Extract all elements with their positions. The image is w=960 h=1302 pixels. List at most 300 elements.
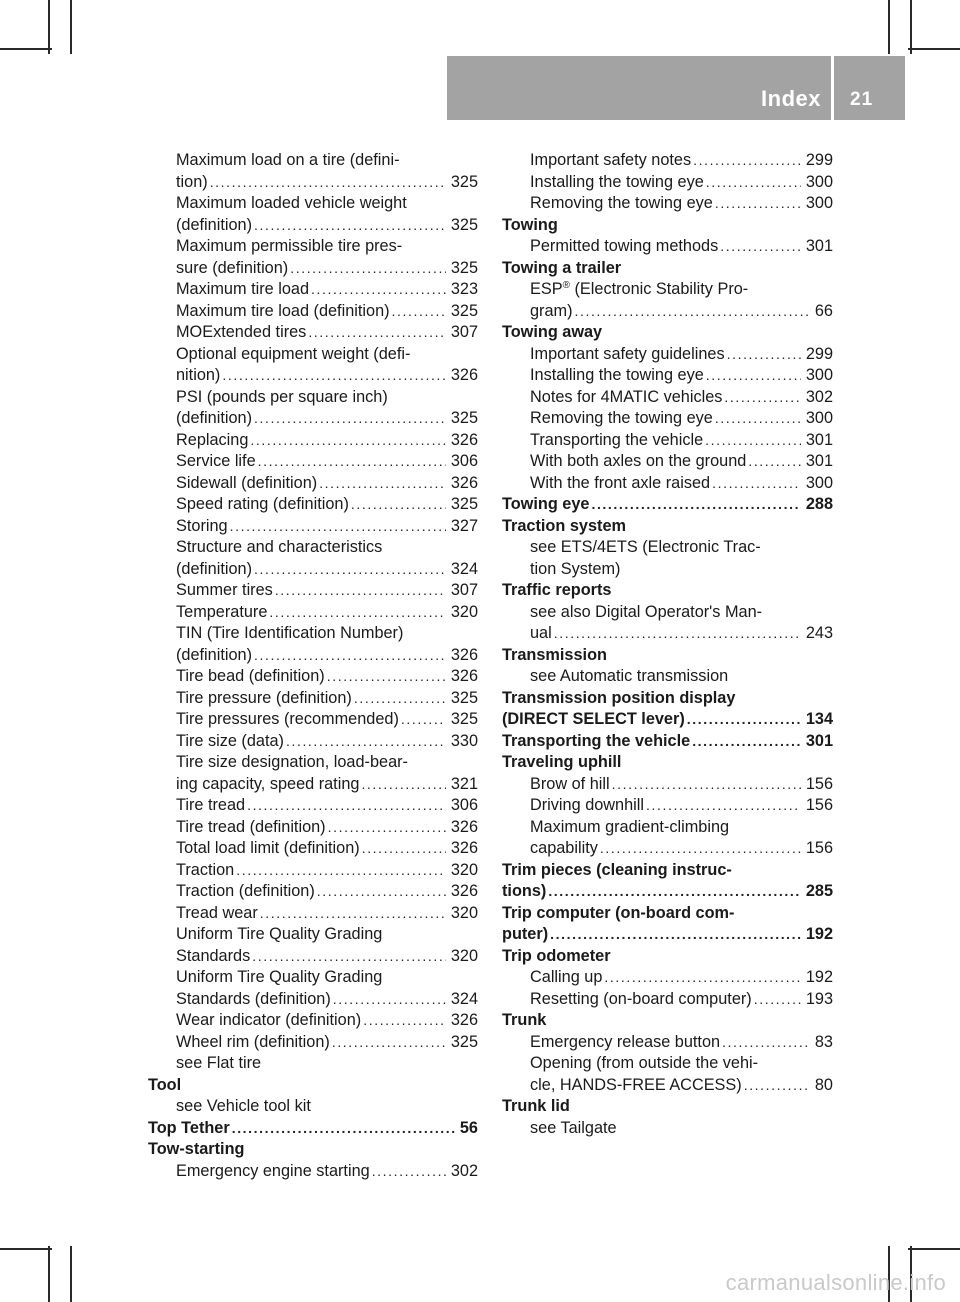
index-entry-sub [502, 344, 833, 366]
index-entry-sub [502, 172, 833, 194]
page-reference: 301 [805, 731, 833, 750]
index-entry-sub [148, 903, 478, 925]
page-reference: 243 [805, 624, 833, 642]
index-entry-sub [502, 451, 833, 473]
index-entry-sub [148, 795, 478, 817]
dot-leader [319, 473, 446, 495]
index-entry-text: Traction [176, 860, 235, 879]
index-entry-text: (definition) [176, 409, 253, 427]
dot-leader [392, 301, 446, 323]
crop-mark [70, 0, 72, 54]
index-entry-text: Towing eye [502, 495, 590, 513]
page-reference: 134 [805, 710, 833, 728]
index-entry-sub [502, 817, 833, 839]
index-entry-text: Transporting the vehicle [502, 731, 691, 750]
page-reference: 300 [805, 473, 833, 492]
dot-leader [351, 494, 446, 516]
page-reference: 330 [450, 731, 478, 750]
index-entry-text: Tire pressure (definition) [176, 688, 352, 707]
index-entry-text: see Vehicle tool kit [176, 1097, 311, 1115]
dot-leader [646, 795, 801, 817]
index-entry-sub [148, 473, 478, 495]
index-entry-sub [148, 1010, 478, 1032]
dot-leader [236, 860, 446, 882]
index-entry-sub [148, 838, 478, 860]
index-entry-text: PSI (pounds per square inch) [176, 387, 388, 406]
index-entry-sub [148, 408, 478, 430]
crop-mark [888, 0, 890, 54]
index-entry-text: Traveling uphill [502, 753, 622, 771]
index-entry-text: Tire pressures (recommended) [176, 710, 399, 728]
dot-leader [600, 838, 801, 860]
crop-mark [0, 1248, 52, 1250]
index-entry-text: MOExtended tires [176, 323, 307, 341]
page-reference: 307 [450, 581, 478, 599]
page-reference: 327 [450, 516, 478, 535]
index-entry-sub [148, 817, 478, 839]
page-reference: 325 [450, 258, 478, 277]
index-entry-text: Tire size (data) [176, 731, 284, 750]
page-reference: 156 [805, 839, 833, 857]
index-entry-text: Maximum tire load [176, 280, 310, 298]
index-entry-sub [148, 688, 478, 710]
page-reference: 324 [450, 989, 478, 1008]
page-reference: 325 [450, 688, 478, 707]
page-reference: 288 [805, 495, 833, 513]
page-reference: 300 [805, 409, 833, 427]
dot-leader [311, 279, 446, 301]
page-reference: 306 [450, 452, 478, 470]
index-entry-text: Resetting (on-board computer) [530, 989, 752, 1008]
crop-mark [910, 0, 912, 54]
index-entry-sub [148, 645, 478, 667]
dot-leader [210, 172, 446, 194]
index-entry-sub [148, 494, 478, 516]
index-entry-sub [502, 623, 833, 645]
dot-leader [254, 215, 446, 237]
page-reference: 326 [450, 645, 478, 664]
index-entry-sub [148, 881, 478, 903]
dot-leader [328, 817, 446, 839]
crop-mark [908, 48, 960, 50]
index-entry-text: Tire bead (definition) [176, 667, 325, 685]
index-entry-text: With the front axle raised [530, 473, 711, 492]
dot-leader [693, 150, 801, 172]
dot-leader [550, 924, 801, 946]
index-entry-text: Maximum permissible tire pres- [176, 237, 403, 255]
index-entry-sub [148, 150, 478, 172]
index-entry-text: Maximum loaded vehicle weight [176, 194, 407, 212]
index-entry-sub [148, 1032, 478, 1054]
page-reference: 326 [450, 667, 478, 685]
index-entry-text: Removing the towing eye [530, 409, 713, 427]
index-entry-sub [148, 946, 478, 968]
dot-leader [692, 731, 801, 753]
index-entry-text: Total load limit (definition) [176, 839, 360, 857]
dot-leader [706, 172, 801, 194]
index-entry-sub [148, 580, 478, 602]
index-entry-sub [148, 430, 478, 452]
header-separator [831, 56, 834, 120]
index-entry-sub [148, 1053, 478, 1075]
dot-leader [548, 881, 801, 903]
index-entry-main [502, 494, 833, 516]
index-entry-text: (definition) [176, 645, 253, 664]
page-reference: 325 [450, 172, 478, 191]
index-entry-text: sure (definition) [176, 258, 289, 277]
index-entry-text: Traffic reports [502, 581, 612, 599]
index-entry-text: Standards [176, 946, 251, 965]
index-entry-text: Emergency engine starting [176, 1161, 370, 1180]
index-entry-text: Structure and characteristics [176, 538, 383, 556]
index-entry-text: Uniform Tire Quality Grading [176, 968, 383, 986]
dot-leader [254, 408, 446, 430]
index-entry-main [502, 903, 833, 925]
index-entry-text: Wheel rim (definition) [176, 1032, 330, 1051]
page-reference: 320 [450, 946, 478, 965]
index-entry-main [502, 688, 833, 710]
dot-leader [363, 1010, 446, 1032]
index-entry-text: gram) [530, 301, 573, 320]
index-entry-sub [502, 602, 833, 624]
index-entry-sub [502, 430, 833, 452]
index-entry-main [502, 580, 833, 602]
page-reference: 320 [450, 602, 478, 621]
page-reference: 326 [450, 366, 478, 384]
index-entry-text: Towing away [502, 323, 603, 341]
index-entry-text: Trip computer (on-board com- [502, 903, 735, 922]
index-entry-text: Tread wear [176, 903, 258, 922]
index-entry-sub [148, 172, 478, 194]
index-entry-text: ing capacity, speed rating [176, 774, 360, 793]
header-band [447, 56, 905, 120]
index-entry-sub [502, 838, 833, 860]
index-entry-main [148, 1139, 478, 1161]
index-entry-text: Trunk lid [502, 1097, 570, 1115]
index-entry-sub [502, 473, 833, 495]
index-entry-text: With both axles on the ground [530, 452, 747, 470]
index-entry-main [502, 709, 833, 731]
page-reference: 320 [450, 860, 478, 879]
index-entry-text: cle, HANDS-FREE ACCESS) [530, 1075, 742, 1094]
index-entry-sub [502, 559, 833, 581]
index-entry-text: Temperature [176, 602, 268, 621]
index-entry-text: see also Digital Operator's Man- [530, 602, 763, 621]
dot-leader [604, 967, 800, 989]
index-entry-text: Transporting the vehicle [530, 430, 704, 449]
index-entry-main [502, 258, 833, 280]
index-entry-sub [148, 602, 478, 624]
index-entry-text: Opening (from outside the vehi- [530, 1054, 759, 1072]
index-entry-main [502, 1096, 833, 1118]
page-reference: 307 [450, 323, 478, 341]
dot-leader [706, 365, 801, 387]
index-entry-text: Tow-starting [148, 1140, 245, 1158]
page-reference: 326 [450, 1011, 478, 1029]
index-entry-sub [502, 967, 833, 989]
dot-leader [612, 774, 801, 796]
dot-leader [744, 1075, 810, 1097]
index-entry-sub [502, 537, 833, 559]
dot-leader [230, 516, 446, 538]
page-reference: 326 [450, 882, 478, 900]
index-entry-text: Maximum gradient-climbing [530, 817, 730, 836]
page-reference: 300 [805, 172, 833, 191]
dot-leader [247, 795, 446, 817]
crop-mark [48, 0, 50, 54]
index-entry-text: (DIRECT SELECT lever) [502, 710, 685, 728]
index-entry-sub [148, 860, 478, 882]
index-entry-text: see Tailgate [530, 1118, 617, 1137]
index-entry-sub [502, 666, 833, 688]
dot-leader [575, 301, 810, 323]
index-entry-main [502, 946, 833, 968]
dot-leader [327, 666, 446, 688]
index-entry-text: Permitted towing methods [530, 237, 719, 255]
index-entry-text: Optional equipment weight (defi- [176, 344, 411, 363]
index-entry-sub [148, 258, 478, 280]
dot-leader [722, 1032, 810, 1054]
watermark: carmanualsonline.info [725, 1270, 946, 1295]
dot-leader [250, 430, 445, 452]
index-entry-text: nition) [176, 366, 221, 384]
page-reference: 325 [450, 710, 478, 728]
page-reference: 325 [450, 409, 478, 427]
index-column-left [148, 150, 478, 1182]
page-reference: 326 [450, 473, 478, 492]
index-entry-text: Maximum tire load (definition) [176, 301, 390, 320]
section-title: Index [761, 86, 821, 111]
page-reference: 325 [450, 301, 478, 320]
page-reference: 192 [805, 968, 833, 986]
crop-mark [70, 1246, 72, 1302]
index-entry-main [502, 924, 833, 946]
index-entry-sub [502, 387, 833, 409]
index-entry-text: Service life [176, 452, 256, 470]
page-reference: 325 [450, 495, 478, 513]
crop-mark [48, 1246, 50, 1302]
index-entry-text: tion) [176, 172, 208, 191]
index-entry-text: ual [530, 624, 552, 642]
index-entry-sub [148, 365, 478, 387]
dot-leader [252, 946, 446, 968]
index-entry-text: Important safety notes [530, 151, 692, 169]
index-entry-sub [148, 709, 478, 731]
index-entry-text: Uniform Tire Quality Grading [176, 925, 383, 943]
dot-leader [254, 559, 446, 581]
dot-leader [687, 709, 801, 731]
dot-leader [715, 193, 801, 215]
index-entry-sub [148, 1161, 478, 1183]
index-entry-text: Driving downhill [530, 796, 645, 814]
index-entry-text: see Automatic transmission [530, 667, 729, 685]
page-reference: 156 [805, 796, 833, 814]
page-reference: 326 [450, 839, 478, 857]
page-reference: 56 [459, 1118, 478, 1137]
index-entry-main [502, 752, 833, 774]
dot-leader [727, 344, 801, 366]
index-entry-sub [502, 279, 833, 301]
dot-leader [258, 451, 446, 473]
crop-mark [908, 1248, 960, 1250]
index-entry-text: Removing the towing eye [530, 194, 713, 212]
page-reference: 192 [805, 925, 833, 943]
dot-leader [715, 408, 801, 430]
index-entry-main [148, 1118, 478, 1140]
dot-leader [286, 731, 446, 753]
index-entry-main [502, 215, 833, 237]
index-entry-text: Towing [502, 215, 558, 234]
index-entry-sub [148, 537, 478, 559]
index-entry-text: puter) [502, 925, 549, 943]
dot-leader [332, 1032, 446, 1054]
index-entry-text: Tire tread (definition) [176, 817, 326, 836]
index-column-right [502, 150, 833, 1139]
index-entry-sub [502, 1053, 833, 1075]
index-entry-text: Replacing [176, 430, 249, 449]
index-entry-text: see ETS/4ETS (Electronic Trac- [530, 538, 761, 556]
index-entry-text: Tire size designation, load-bear- [176, 753, 408, 771]
index-entry-text: Trim pieces (cleaning instruc- [502, 860, 732, 879]
index-entry-sub [148, 236, 478, 258]
page-reference: 285 [805, 882, 833, 900]
index-entry-text: Top Tether [148, 1118, 230, 1137]
page-reference: 80 [814, 1075, 833, 1094]
index-entry-main [502, 860, 833, 882]
index-entry-sub [502, 989, 833, 1011]
dot-leader [720, 236, 801, 258]
index-entry-main [502, 1010, 833, 1032]
index-entry-sub [502, 301, 833, 323]
index-entry-sub [148, 623, 478, 645]
index-entry-sub [148, 989, 478, 1011]
page-reference: 66 [814, 301, 833, 320]
dot-leader [317, 881, 446, 903]
page-reference: 325 [450, 215, 478, 234]
index-entry-text: see Flat tire [176, 1054, 262, 1072]
index-entry-sub [148, 1096, 478, 1118]
index-entry-sub [148, 967, 478, 989]
page-reference: 193 [805, 989, 833, 1008]
index-entry-main [502, 731, 833, 753]
page-reference: 299 [805, 151, 833, 169]
dot-leader [254, 645, 446, 667]
index-entry-text: (definition) [176, 215, 253, 234]
index-entry-text: Towing a trailer [502, 258, 622, 277]
index-entry-sub [148, 451, 478, 473]
page-reference: 326 [450, 817, 478, 836]
page-reference: 302 [450, 1161, 478, 1180]
index-entry-text: (definition) [176, 559, 253, 578]
page-number: 21 [850, 89, 874, 110]
index-entry-sub [148, 215, 478, 237]
index-entry-sub [502, 408, 833, 430]
dot-leader [362, 838, 446, 860]
dot-leader [754, 989, 801, 1011]
page-reference: 301 [805, 430, 833, 449]
dot-leader [260, 903, 446, 925]
page-reference: 301 [805, 237, 833, 255]
page-reference: 300 [805, 366, 833, 384]
index-entry-text: Standards (definition) [176, 989, 331, 1008]
index-entry-main [502, 645, 833, 667]
index-entry-text: Notes for 4MATIC vehicles [530, 387, 723, 406]
index-entry-sub [148, 301, 478, 323]
dot-leader [401, 709, 446, 731]
index-entry-text: Trip odometer [502, 946, 611, 965]
index-entry-sub [502, 236, 833, 258]
dot-leader [290, 258, 446, 280]
index-entry-text: tions) [502, 882, 547, 900]
index-entry-text: Important safety guidelines [530, 344, 725, 363]
index-entry-sub [502, 795, 833, 817]
index-entry-text: Emergency release button [530, 1032, 721, 1051]
index-entry-text: Speed rating (definition) [176, 495, 349, 513]
page-reference: 83 [814, 1032, 833, 1051]
dot-leader [269, 602, 445, 624]
index-entry-text: Transmission [502, 645, 607, 664]
index-entry-text: Traction system [502, 516, 626, 535]
index-entry-text: TIN (Tire Identification Number) [176, 624, 404, 642]
index-entry-sub [502, 774, 833, 796]
page-reference: 324 [450, 559, 478, 578]
index-entry-sub [502, 365, 833, 387]
index-entry-text: Calling up [530, 968, 603, 986]
dot-leader [748, 451, 801, 473]
index-entry-text: Storing [176, 516, 228, 535]
page-reference: 302 [805, 387, 833, 406]
index-entry-sub [502, 193, 833, 215]
index-entry-text: Sidewall (definition) [176, 473, 318, 492]
index-entry-sub [148, 193, 478, 215]
dot-leader [232, 1118, 455, 1140]
index-entry-sub [148, 387, 478, 409]
dot-leader [724, 387, 800, 409]
index-entry-text: capability [530, 839, 598, 857]
index-entry-main [502, 516, 833, 538]
dot-leader [308, 322, 446, 344]
index-entry-text: Brow of hill [530, 774, 610, 793]
index-entry-text: tion System) [530, 559, 621, 578]
index-entry-text: Summer tires [176, 581, 273, 599]
index-entry-text: ESP® (Electronic Stability Pro- [530, 280, 749, 298]
index-entry-sub [148, 666, 478, 688]
index-entry-sub [148, 731, 478, 753]
index-entry-main [502, 881, 833, 903]
index-entry-main [502, 322, 833, 344]
index-entry-sub [148, 279, 478, 301]
index-entry-text: Installing the towing eye [530, 366, 704, 384]
index-entry-sub [148, 559, 478, 581]
page-reference: 156 [805, 774, 833, 793]
page-reference: 325 [450, 1032, 478, 1051]
index-entry-main [148, 1075, 478, 1097]
page-reference: 300 [805, 194, 833, 212]
index-entry-text: Installing the towing eye [530, 172, 704, 191]
index-entry-sub [148, 924, 478, 946]
dot-leader [361, 774, 445, 796]
registered-mark: ® [562, 280, 570, 291]
page-reference: 306 [450, 796, 478, 814]
page-reference: 299 [805, 344, 833, 363]
page-reference: 320 [450, 903, 478, 922]
dot-leader [222, 365, 445, 387]
dot-leader [333, 989, 446, 1011]
index-entry-text: Tire tread [176, 796, 246, 814]
index-entry-sub [148, 344, 478, 366]
dot-leader [372, 1161, 446, 1183]
index-entry-text: Traction (definition) [176, 882, 315, 900]
